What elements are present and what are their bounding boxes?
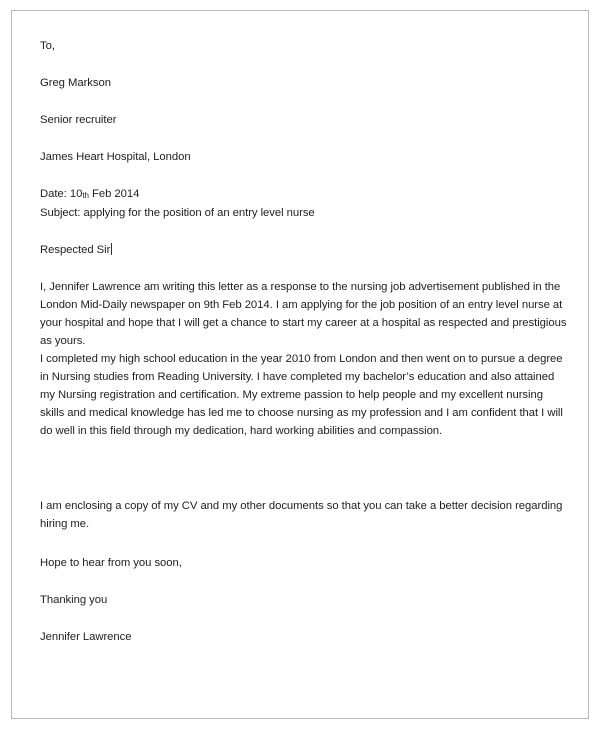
recipient-name: Greg Markson xyxy=(40,77,111,89)
paragraph-1 xyxy=(40,278,568,350)
to-line: To, xyxy=(40,40,55,52)
closing-hope: Hope to hear from you soon, xyxy=(40,557,182,569)
paragraph-2-text: I completed my high school education in the year 2010 from London and then went on to pursue a degree in Nursing studies from Reading University. I have completed my bachelor’s education and also attained my Nursing registration and certification. My extreme passion to help people and my excellent nursing skills and medical knowledge has led me to choose nursing as my profession and I am confident that I will do well in this field through my dedication, hard working abilities and compassion. xyxy=(40,353,563,437)
recipient-title: Senior recruiter xyxy=(40,114,117,126)
paragraph-1-text: I, Jennifer Lawrence am writing this letter as a response to the nursing job advertisement published in the London Mid-Daily newspaper on 9th Feb 2014. I am applying for the job position of an entry level nurse at your hospital and hope that I will get a chance to start my career at a hospital as respected and prestigious as yours. xyxy=(40,281,567,347)
document-page xyxy=(11,10,589,719)
signature-name: Jennifer Lawrence xyxy=(40,631,132,643)
date-prefix: Date: 10 xyxy=(40,188,83,200)
recipient-organization: James Heart Hospital, London xyxy=(40,151,191,163)
greeting-text: Respected Sir xyxy=(40,244,111,256)
paragraph-2 xyxy=(40,350,568,440)
text-cursor xyxy=(111,243,112,255)
closing-thanks: Thanking you xyxy=(40,594,108,606)
date-line xyxy=(40,185,139,204)
date-ordinal: th xyxy=(82,191,89,200)
paragraph-3 xyxy=(40,497,568,533)
subject-line: Subject: applying for the position of an entry level nurse xyxy=(40,207,315,219)
paragraph-3-text: I am enclosing a copy of my CV and my other documents so that you can take a better decision regarding hiring me. xyxy=(40,500,563,530)
date-suffix: Feb 2014 xyxy=(88,188,140,200)
greeting-line xyxy=(40,241,112,259)
